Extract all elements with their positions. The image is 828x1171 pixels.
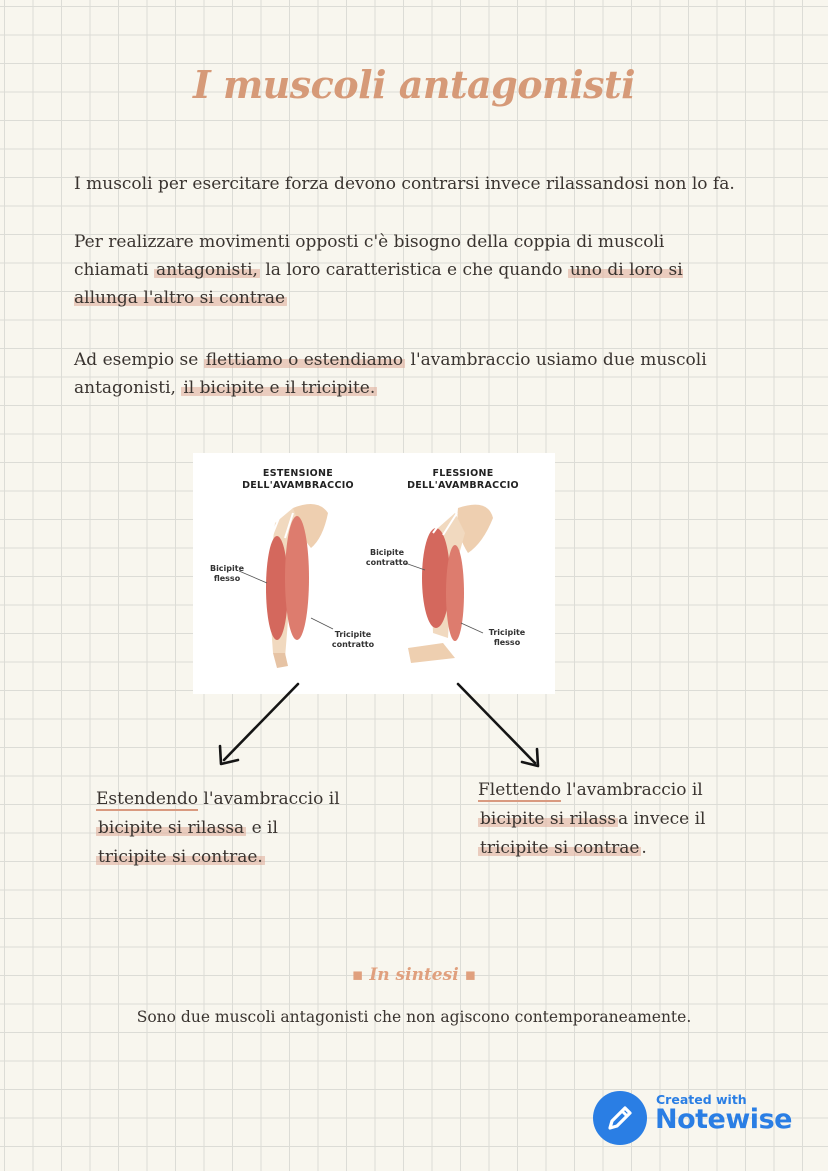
highlight-contraction: uno di loro si allunga l'altro si contrae (74, 260, 683, 308)
text-segment: l'avambraccio usiamo due muscoli antagonisti, (74, 350, 707, 398)
highlight-biceps-triceps: il bicipite e il tricipite. (183, 378, 376, 398)
label-right-triceps: Tricipite flesso (488, 628, 526, 647)
caption-flexion: Flettendo l'avambraccio il bicipite si rilass a invece il tricipite si contrae . (478, 780, 706, 858)
label-left-biceps: Bicipite flesso (209, 564, 245, 583)
text-segment: la loro caratteristica e che quando (259, 260, 568, 280)
notewise-badge[interactable] (592, 1088, 812, 1148)
caption-extension: Estendendo l'avambraccio il bicipite si rilassa e il tricipite si contrae. (96, 789, 340, 867)
label-right-biceps: Bicipite contratto (365, 548, 409, 567)
highlight-triceps-contract: tricipite si contrae. (98, 847, 263, 867)
underline-estendendo: Estendendo (96, 789, 198, 809)
badge-brand-name: Notewise (655, 1104, 792, 1135)
text-segment: Per realizzare movimenti opposti c'è bisogno della coppia di muscoli chiamati (74, 232, 665, 280)
badge-created-with: Created with (656, 1092, 747, 1107)
summary-text: Sono due muscoli antagonisti che non agiscono contemporaneamente. (136, 1008, 692, 1026)
text-segment: Ad esempio se (74, 350, 204, 370)
summary-heading: ▪ In sintesi ▪ (351, 965, 477, 985)
highlight-triceps-contract: tricipite si contrae (480, 838, 640, 858)
figure-title-flexion: FLESSIONE DELL'AVAMBRACCIO (407, 468, 519, 491)
page-title: I muscoli antagonisti (192, 62, 636, 107)
arrow-right (458, 684, 535, 763)
pencil-icon (592, 1090, 648, 1146)
highlight-biceps-relax: bicipite si rilass (480, 809, 617, 829)
paragraph-intro: I muscoli per esercitare forza devono contrarsi invece rilassandosi non lo fa. (74, 174, 735, 194)
figure-title-extension: ESTENSIONE DELL'AVAMBRACCIO (242, 468, 354, 491)
highlight-biceps-relax: bicipite si rilassa (98, 818, 245, 838)
label-left-triceps: Tricipite contratto (331, 630, 375, 649)
highlight-antagonisti: antagonisti, (155, 260, 258, 280)
highlight-flex-extend: flettiamo o estendiamo (205, 350, 404, 370)
underline-flettendo: Flettendo (478, 780, 562, 800)
arrow-left (224, 684, 298, 760)
